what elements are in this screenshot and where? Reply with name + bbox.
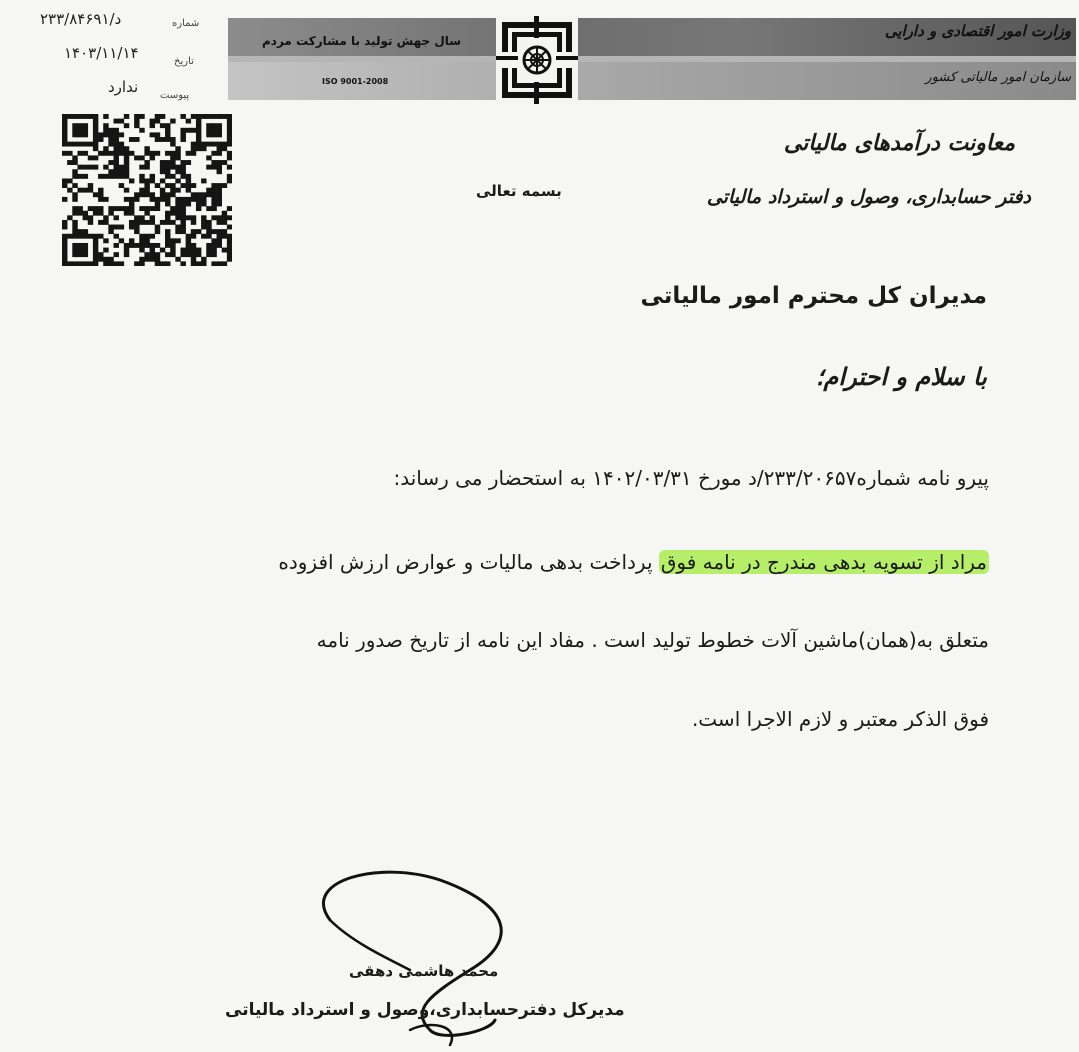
deputy-name: معاونت درآمدهای مالیاتی (783, 130, 1015, 156)
letter-number: د/۲۳۳/۸۴۶۹۱ (40, 10, 122, 28)
body-line-4: فوق الذکر معتبر و لازم الاجرا است. (691, 707, 989, 731)
body-line-2-rest: پرداخت بدهی مالیات و عوارض ارزش افزوده (278, 550, 659, 574)
greeting: با سلام و احترام؛ (815, 362, 987, 391)
letter-attachment: ندارد (108, 78, 139, 96)
body-line-1: پیرو نامه شماره۲۳۳/۲۰۶۵۷/د مورخ ۱۴۰۲/۰۳/۳۱ به استحضار می رساند: (393, 466, 989, 490)
signatory-title: مدیرکل دفترحسابداری،وصول و استرداد مالیاتی (225, 1000, 625, 1020)
body-line-3: متعلق به(همان)ماشین آلات خطوط تولید است . مفاد این نامه از تاریخ صدور نامه (316, 628, 989, 652)
tax-organization-logo (496, 16, 578, 104)
recipient: مدیران کل محترم امور مالیاتی (640, 283, 987, 309)
year-slogan: سال جهش تولید با مشارکت مردم (262, 34, 462, 48)
number-label: شماره (172, 18, 200, 29)
organization-name: سازمان امور مالیاتی کشور (925, 70, 1071, 85)
iso-label: ISO 9001-2008 (322, 77, 389, 86)
signatory-name: محمد هاشمی دهقی (349, 962, 499, 980)
handwritten-signature (290, 860, 620, 1052)
date-label: تاریخ (174, 56, 194, 67)
ministry-name: وزارت امور اقتصادی و دارایی (884, 22, 1071, 40)
attachment-label: پیوست (160, 90, 190, 101)
office-name: دفتر حسابداری، وصول و استرداد مالیاتی (706, 186, 1031, 208)
invocation: بسمه تعالی (476, 182, 562, 200)
body-line-2 (278, 550, 989, 574)
highlighted-phrase: مراد از تسویه بدهی مندرج در نامه فوق (660, 550, 987, 574)
letter-date: ۱۴۰۳/۱۱/۱۴ (64, 44, 139, 62)
qr-code (62, 114, 232, 266)
